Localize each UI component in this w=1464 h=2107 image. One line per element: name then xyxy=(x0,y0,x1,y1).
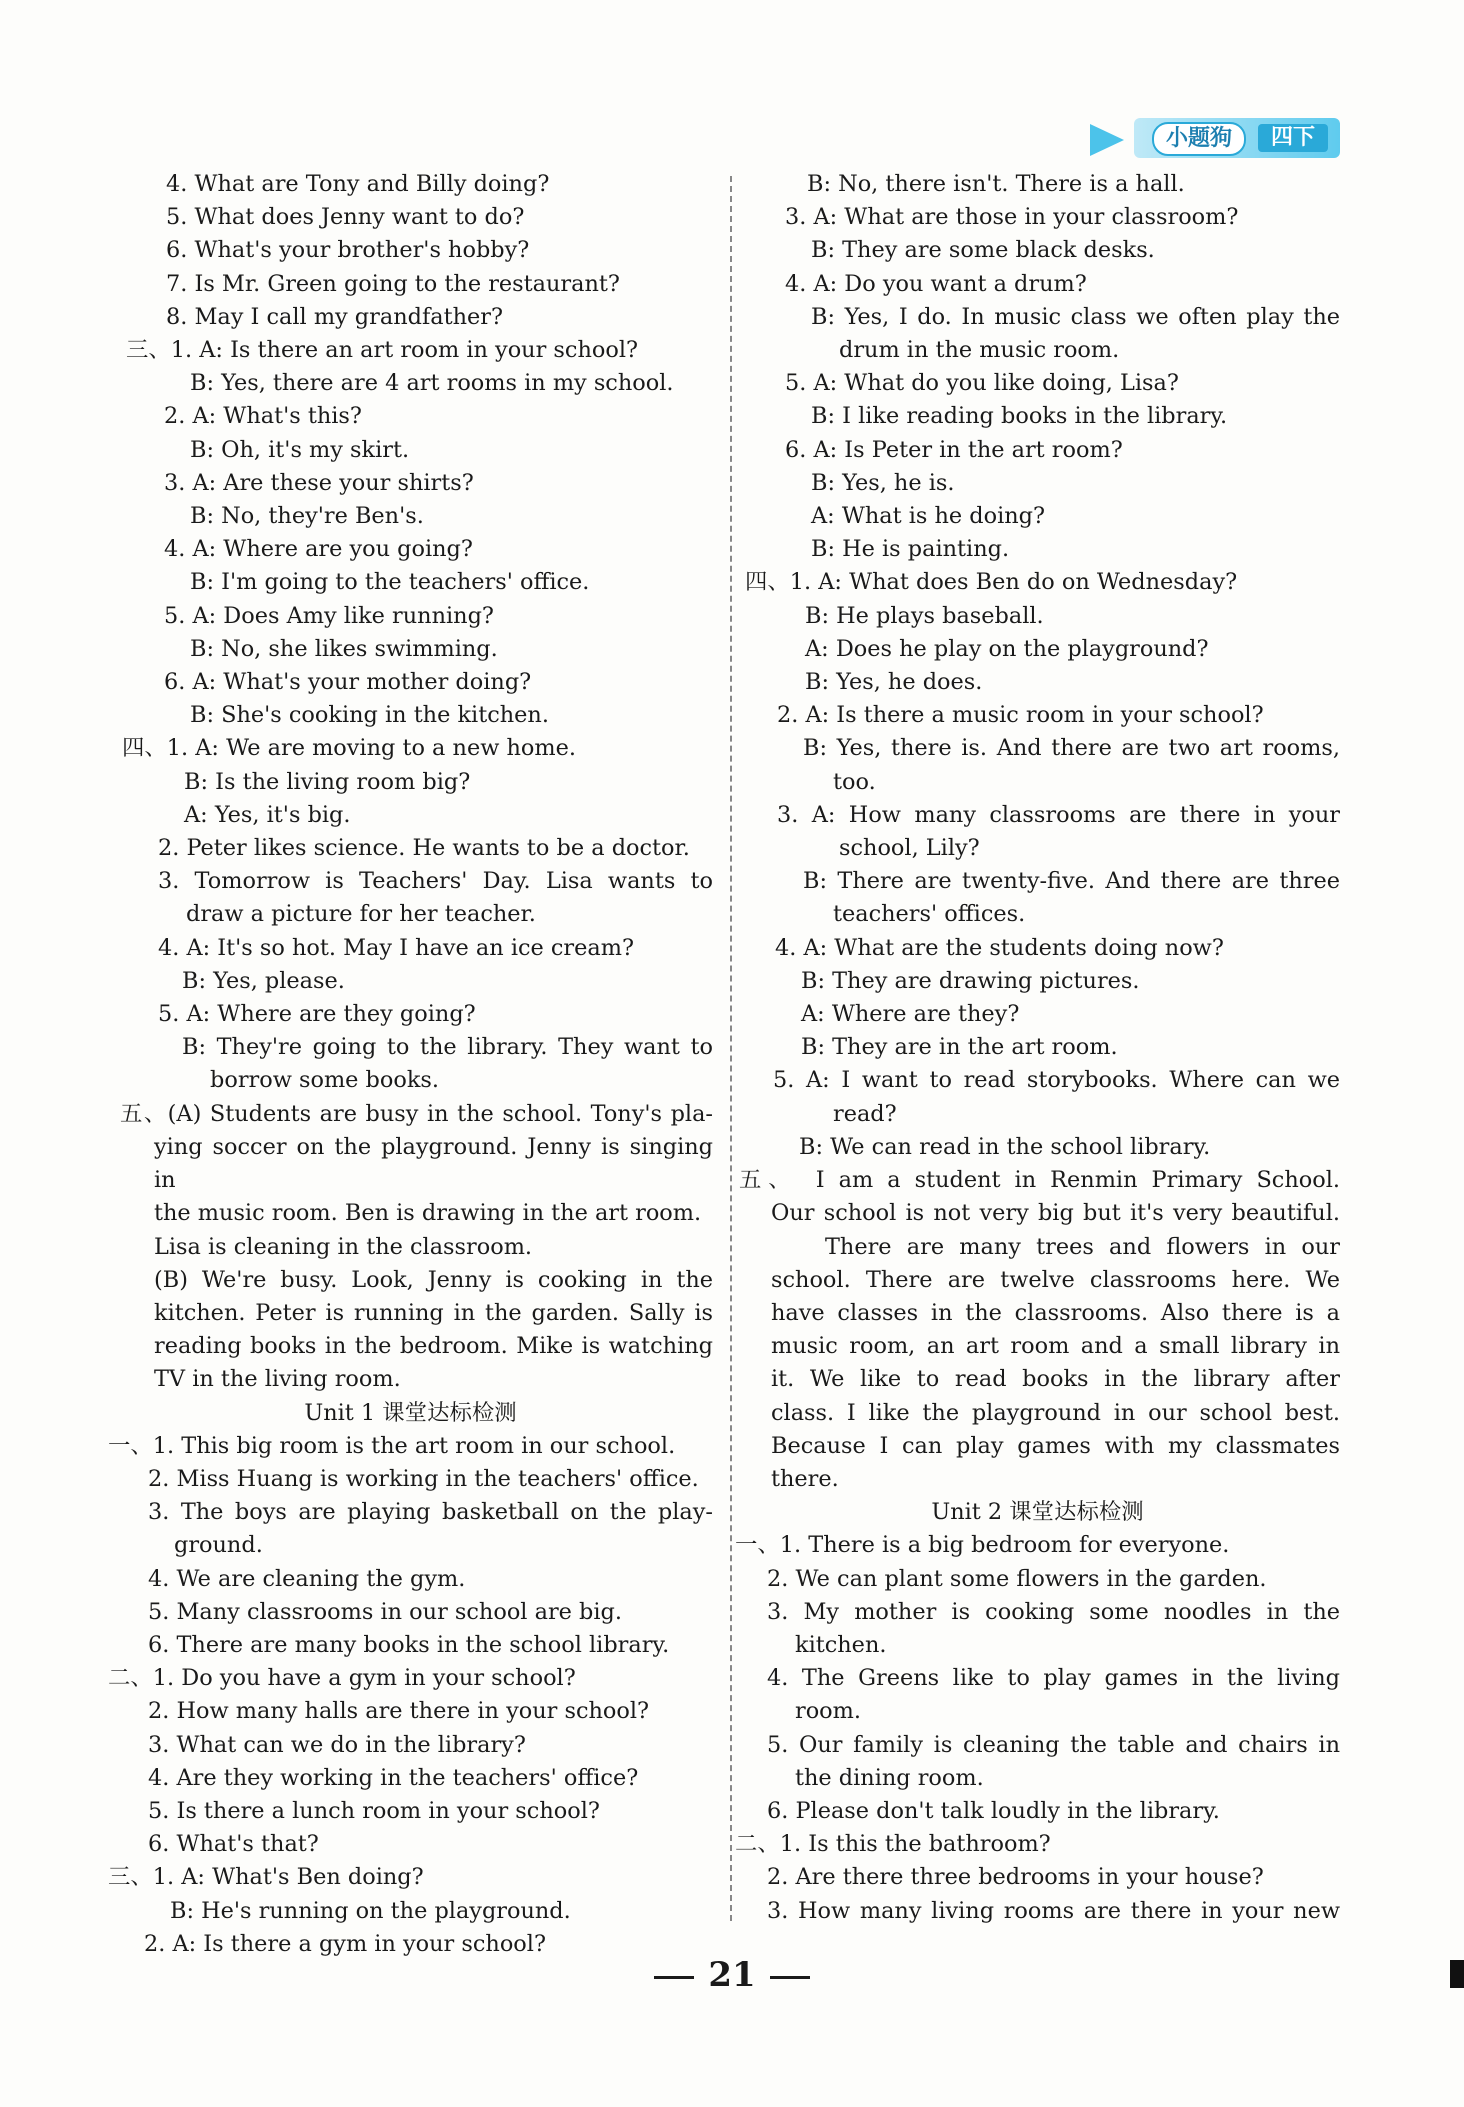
section-heading: Unit 1 课堂达标检测 xyxy=(304,1399,517,1426)
text-line: 五、(A) Students are busy in the school. Tony's pla- xyxy=(120,1100,713,1127)
text-line: teachers' offices. xyxy=(833,901,1026,928)
text-line: B: Yes, please. xyxy=(182,967,345,994)
page-number-value: 21 xyxy=(708,1955,756,1995)
text-line: 2. A: Is there a gym in your school? xyxy=(144,1930,546,1957)
text-line: TV in the living room. xyxy=(154,1366,401,1393)
text-line: class. I like the playground in our school best. xyxy=(771,1399,1340,1426)
text-line: have classes in the classrooms. Also there is a xyxy=(771,1299,1340,1326)
text-line: ying soccer on the playground. Jenny is singing in xyxy=(154,1133,713,1194)
text-line: 3. A: What are those in your classroom? xyxy=(785,204,1239,231)
page-number-dash-left xyxy=(654,1976,694,1979)
text-line: 一、1. There is a big bedroom for everyone. xyxy=(735,1532,1230,1559)
text-line: B: No, they're Ben's. xyxy=(190,503,424,530)
text-line: 二、1. Do you have a gym in your school? xyxy=(108,1665,576,1692)
text-line: 2. A: Is there a music room in your school? xyxy=(777,702,1264,729)
text-line: A: What is he doing? xyxy=(811,503,1046,530)
text-line: 6. A: What's your mother doing? xyxy=(164,669,532,696)
text-line: 4. The Greens like to play games in the living xyxy=(767,1665,1340,1692)
text-line: 3. How many living rooms are there in your new xyxy=(767,1897,1340,1924)
text-line: B: I like reading books in the library. xyxy=(811,403,1228,430)
text-line: B: Oh, it's my skirt. xyxy=(190,436,410,463)
text-line: 3. A: Are these your shirts? xyxy=(164,469,474,496)
text-line: 5. A: Does Amy like running? xyxy=(164,602,494,629)
text-line: school. There are twelve classrooms here. We xyxy=(771,1266,1340,1293)
text-line: music room, an art room and a small library in xyxy=(771,1333,1340,1360)
text-line: 7. Is Mr. Green going to the restaurant? xyxy=(166,270,620,297)
text-line: B: We can read in the school library. xyxy=(799,1133,1211,1160)
text-line: A: Does he play on the playground? xyxy=(805,635,1209,662)
text-line: 4. A: What are the students doing now? xyxy=(775,934,1224,961)
text-line: the music room. Ben is drawing in the art room. xyxy=(154,1200,702,1227)
text-line: 3. My mother is cooking some noodles in the xyxy=(767,1598,1340,1625)
text-line: 5. Is there a lunch room in your school? xyxy=(148,1797,600,1824)
text-line: ground. xyxy=(174,1532,263,1559)
text-line: 6. Please don't talk loudly in the library. xyxy=(767,1797,1220,1824)
text-line: B: They are drawing pictures. xyxy=(801,967,1140,994)
section-heading: Unit 2 课堂达标检测 xyxy=(931,1499,1144,1526)
text-line: 5. Our family is cleaning the table and chairs in xyxy=(767,1731,1340,1758)
text-line: kitchen. xyxy=(795,1631,887,1658)
text-line: 一、1. This big room is the art room in our school. xyxy=(108,1432,676,1459)
text-line: the dining room. xyxy=(795,1764,984,1791)
text-line: 4. A: It's so hot. May I have an ice cream? xyxy=(158,934,634,961)
text-line: B: Is the living room big? xyxy=(184,768,471,795)
text-line: drum in the music room. xyxy=(839,337,1120,364)
text-line: 三、1. A: Is there an art room in your school? xyxy=(126,337,638,364)
page-number-dash-right xyxy=(770,1976,810,1979)
text-line: 5. A: I want to read storybooks. Where can we xyxy=(773,1067,1340,1094)
text-line: 5. What does Jenny want to do? xyxy=(166,204,525,231)
text-line: 2. We can plant some flowers in the garden. xyxy=(767,1565,1267,1592)
text-line: B: He is painting. xyxy=(811,536,1010,563)
text-line: 2. A: What's this? xyxy=(164,403,362,430)
text-line: B: He's running on the playground. xyxy=(170,1897,571,1924)
text-line: B: He plays baseball. xyxy=(805,602,1044,629)
text-line: 6. There are many books in the school library. xyxy=(148,1631,670,1658)
text-line: 2. Peter likes science. He wants to be a doctor. xyxy=(158,835,690,862)
text-line: 6. What's that? xyxy=(148,1831,319,1858)
text-line: B: They are in the art room. xyxy=(801,1034,1118,1061)
right-column xyxy=(735,168,1340,1928)
text-line: 4. A: Do you want a drum? xyxy=(785,270,1087,297)
text-line: 6. A: Is Peter in the art room? xyxy=(785,436,1123,463)
text-line: draw a picture for her teacher. xyxy=(186,901,536,928)
text-line: 2. Miss Huang is working in the teachers' office. xyxy=(148,1465,699,1492)
text-line: 4. Are they working in the teachers' office? xyxy=(148,1764,639,1791)
text-line: There are many trees and flowers in our xyxy=(825,1233,1340,1260)
text-line: A: Where are they? xyxy=(801,1001,1020,1028)
text-line: B: They are some black desks. xyxy=(811,237,1155,264)
badge-title: 小题狗 xyxy=(1152,122,1246,156)
text-line: B: No, she likes swimming. xyxy=(190,635,498,662)
text-line: 二、1. Is this the bathroom? xyxy=(735,1831,1051,1858)
text-line: 5. A: Where are they going? xyxy=(158,1001,476,1028)
text-line: 6. What's your brother's hobby? xyxy=(166,237,530,264)
text-line: 五、 I am a student in Renmin Primary School. xyxy=(739,1167,1340,1194)
text-line: 8. May I call my grandfather? xyxy=(166,303,503,330)
text-line: there. xyxy=(771,1465,839,1492)
text-line: Our school is not very big but it's very beautiful. xyxy=(771,1200,1340,1227)
text-line: B: She's cooking in the kitchen. xyxy=(190,702,549,729)
badge-subtitle: 四下 xyxy=(1258,124,1328,152)
text-line: 3. The boys are playing basketball on the play- xyxy=(148,1499,713,1526)
text-line: (B) We're busy. Look, Jenny is cooking in the xyxy=(154,1266,713,1293)
text-line: 4. We are cleaning the gym. xyxy=(148,1565,466,1592)
text-line: B: Yes, he does. xyxy=(805,669,983,696)
text-line: 4. What are Tony and Billy doing? xyxy=(166,171,550,197)
page-number xyxy=(0,1955,1464,1995)
text-line: B: They're going to the library. They want to xyxy=(182,1034,713,1061)
text-line: B: No, there isn't. There is a hall. xyxy=(807,171,1185,197)
text-line: 5. Many classrooms in our school are big. xyxy=(148,1598,622,1625)
text-line: 四、1. A: What does Ben do on Wednesday? xyxy=(745,569,1238,596)
text-line: 四、1. A: We are moving to a new home. xyxy=(122,735,576,762)
text-line: 三、1. A: What's Ben doing? xyxy=(108,1864,424,1891)
text-line: Because I can play games with my classmates xyxy=(771,1432,1340,1459)
text-line: kitchen. Peter is running in the garden. Sally is xyxy=(154,1299,713,1326)
edge-mark xyxy=(1450,1960,1464,1988)
text-line: borrow some books. xyxy=(210,1067,440,1094)
text-line: 4. A: Where are you going? xyxy=(164,536,473,563)
text-line: reading books in the bedroom. Mike is watching xyxy=(154,1333,713,1360)
text-line: room. xyxy=(795,1698,862,1725)
header-badge xyxy=(1090,116,1340,162)
text-line: 5. A: What do you like doing, Lisa? xyxy=(785,370,1179,397)
text-line: Lisa is cleaning in the classroom. xyxy=(154,1233,533,1260)
arrow-icon xyxy=(1090,124,1124,156)
text-line: 3. Tomorrow is Teachers' Day. Lisa wants to xyxy=(158,868,713,895)
text-line: 3. What can we do in the library? xyxy=(148,1731,526,1758)
text-line: B: Yes, there is. And there are two art rooms, xyxy=(803,735,1340,762)
text-line: B: Yes, there are 4 art rooms in my school. xyxy=(190,370,674,397)
text-line: school, Lily? xyxy=(839,835,980,862)
text-line: B: Yes, I do. In music class we often play the xyxy=(811,303,1340,330)
text-line: A: Yes, it's big. xyxy=(184,801,351,828)
text-line: too. xyxy=(833,768,876,795)
text-line: 3. A: How many classrooms are there in your xyxy=(777,801,1340,828)
text-line: 2. How many halls are there in your school? xyxy=(148,1698,650,1725)
column-divider xyxy=(730,176,732,1921)
text-line: B: I'm going to the teachers' office. xyxy=(190,569,590,596)
left-column xyxy=(108,168,713,1961)
text-line: read? xyxy=(833,1100,897,1127)
text-line: B: Yes, he is. xyxy=(811,469,955,496)
text-line: 2. Are there three bedrooms in your house? xyxy=(767,1864,1264,1891)
text-line: B: There are twenty-five. And there are three xyxy=(803,868,1340,895)
text-line: it. We like to read books in the library after xyxy=(771,1366,1340,1393)
